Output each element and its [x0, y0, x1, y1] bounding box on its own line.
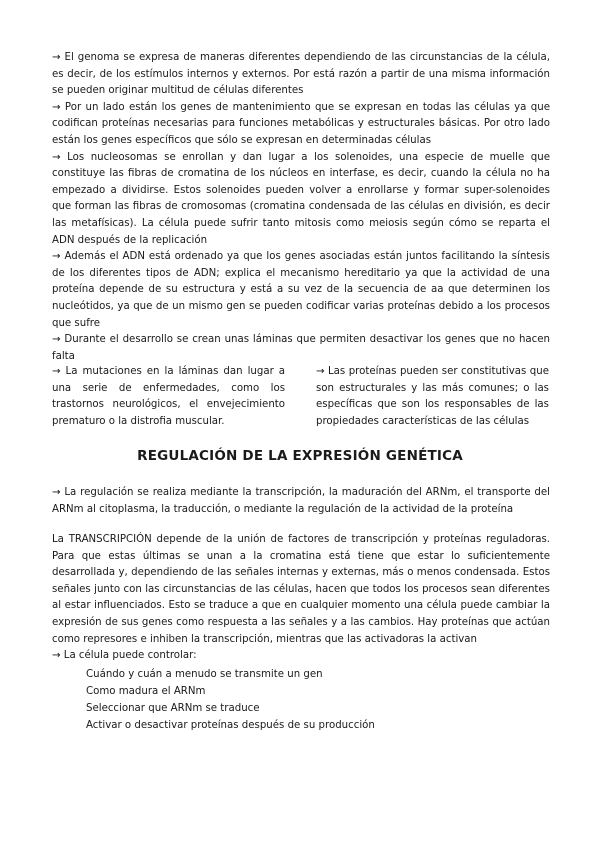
proteins-note: → Las proteínas pueden ser constitutivas que son estructurales y las más comunes; o las específicas que son los responsables de las propiedades características de las células: [316, 366, 549, 427]
control-intro: → La célula puede controlar:: [52, 650, 197, 662]
mutations-note: → La mutaciones en la láminas dan lugar a una serie de enfermedades, como los trastornos neurológicos, el envejecimiento prematuro o la distrofia muscular.: [52, 366, 285, 427]
regulation-paragraph: → La regulación se realiza mediante la transcripción, la maduración del ARNm, el transporte del ARNm al citoplasma, la traducción, o mediante la regulación de la actividad de la proteína: [52, 487, 550, 515]
list-item: Seleccionar que ARNm se traduce: [86, 703, 260, 714]
left-column: [52, 364, 285, 430]
transcription-section: [52, 532, 550, 665]
intro-paragraph-laminas: → Durante el desarrollo se crean unas láminas que permiten desactivar los genes que no hacen falta: [52, 334, 550, 362]
intro-paragraph-adn: → Además el ADN está ordenado ya que los genes asociadas están juntos facilitando la síntesis de los diferentes tipos de ADN; explica el mecanismo hereditario ya que la actividad de una proteína depende de su estructura y está a su vez de la secuencia de aa que determinen los nucleótidos, ya que de un mismo gen se pueden codificar varias proteínas debido a los procesos que sufre: [52, 251, 550, 329]
regulation-section: [52, 485, 550, 518]
list-item: Activar o desactivar proteínas después de su producción: [86, 720, 375, 731]
list-item: Cuándo y cuán a menudo se transmite un gen: [86, 669, 323, 680]
list-item: Como madura el ARNm: [86, 686, 206, 697]
intro-paragraph-genome: → El genoma se expresa de maneras diferentes dependiendo de las circunstancias de la célula, es decir, de los estímulos internos y externos. Por está razón a partir de una misma información se pueden originar multitud de células diferentes: [52, 52, 550, 97]
section-title: REGULACIÓN DE LA EXPRESIÓN GENÉTICA: [137, 448, 463, 464]
control-list: [86, 666, 486, 734]
right-column: [316, 364, 549, 430]
transcription-paragraph: La TRANSCRIPCIÓN depende de la unión de factores de transcripción y proteínas reguladoras. Para que estas últimas se unan a la cromatina está tiene que estar lo suficientemente desarrollada y, dependiendo de las señales internas y externas, más o menos condensada. Estos señales junto con las circunstancias de las células, hacen que todos los procesos sean diferentes al estar influenciados. Esto se traduce a que en cualquier momento una célula puede cambiar la expresión de sus genes como respuesta a las señales y a las cambios. Hay proteínas que actúan como represores e inhiben la transcripción, mientras que las activadoras la activan: [52, 534, 550, 645]
intro-section: [52, 50, 550, 365]
intro-paragraph-nucleosomes: → Los nucleosomas se enrollan y dan lugar a los solenoides, una especie de muelle que constituye las fibras de cromatina de los núcleos en interfase, es decir, cuando la célula no ha empezado a dividirse. Estos solenoides pueden volver a enrollarse y formar super-solenoides que forman las fibras de cromosomas (cromatina condensada de las células en división, es decir las metafísicas). La célula puede sufrir tanto mitosis como meiosis según cómo se reparta el ADN después de la replicación: [52, 151, 550, 246]
intro-paragraph-genes: → Por un lado están los genes de mantenimiento que se expresan en todas las células ya que codifican proteínas necesarias para funciones metabólicas y estructurales básicas. Por otro lado están los genes específicos que sólo se expresan en determinadas células: [52, 101, 550, 146]
